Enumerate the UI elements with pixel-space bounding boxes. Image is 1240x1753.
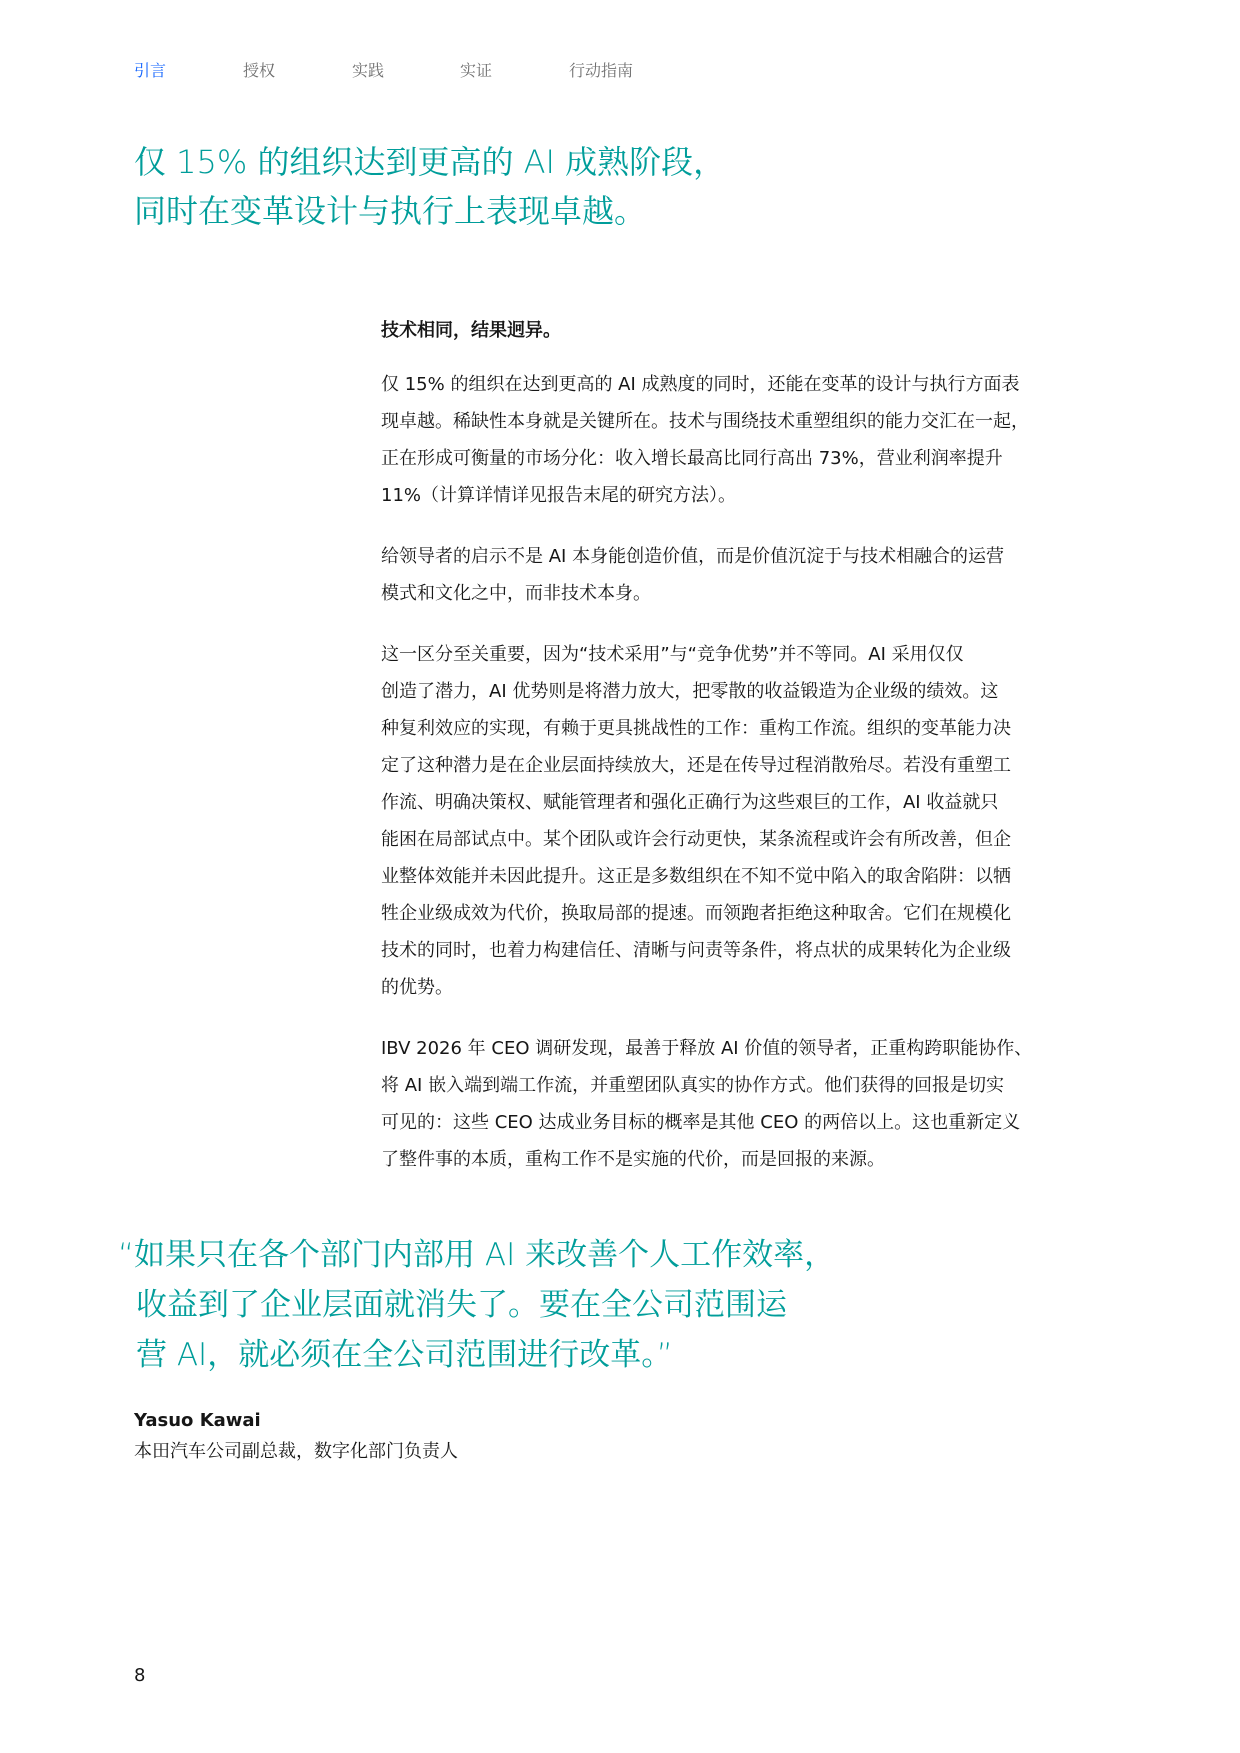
paragraph-line: 正在形成可衡量的市场分化：收入增长最高比同行高出 73%，营业利润率提升: [381, 448, 1003, 469]
paragraph-line: 作流、明确决策权、赋能管理者和强化正确行为这些艰巨的工作，AI 收益就只: [381, 792, 999, 813]
paragraph-line: 将 AI 嵌入端到端工作流，并重塑团队真实的协作方式。他们获得的回报是切实: [381, 1075, 1005, 1096]
page-headline: [134, 138, 1034, 236]
quote-line: 收益到了企业层面就消失了。要在全公司范围运: [136, 1287, 787, 1323]
headline-line: 仅 15% 的组织达到更高的 AI 成熟阶段，: [134, 143, 726, 181]
nav-item-introduction[interactable]: 引言: [134, 61, 167, 80]
paragraph-line: 这一区分至关重要，因为“技术采用”与“竞争优势”并不等同。AI 采用仅仅: [381, 644, 964, 665]
quote-author-role: 本田汽车公司副总裁，数字化部门负责人: [134, 1441, 458, 1462]
paragraph-line: 11%（计算详情详见报告末尾的研究方法）。: [381, 485, 737, 506]
nav-item-empowerment[interactable]: 授权: [243, 61, 276, 80]
paragraph-2: [381, 538, 1101, 612]
paragraph-line: 牲企业级成效为代价，换取局部的提速。而领跑者拒绝这种取舍。它们在规模化: [381, 903, 1011, 924]
paragraph-line: 能困在局部试点中。某个团队或许会行动更快，某条流程或许会有所改善，但企: [381, 829, 1011, 850]
paragraph-line: 可见的：这些 CEO 达成业务目标的概率是其他 CEO 的两倍以上。这也重新定义: [381, 1112, 1021, 1133]
paragraph-3: [381, 636, 1101, 1006]
paragraph-line: 现卓越。稀缺性本身就是关键所在。技术与围绕技术重塑组织的能力交汇在一起，: [381, 411, 1029, 432]
quote-line: “如果只在各个部门内部用 AI 来改善个人工作效率，: [118, 1237, 836, 1273]
paragraph-line: IBV 2026 年 CEO 调研发现，最善于释放 AI 价值的领导者，正重构跨职能协作、: [381, 1038, 1033, 1059]
paragraph-line: 业整体效能并未因此提升。这正是多数组织在不知不觉中陷入的取舍陷阱：以牺: [381, 866, 1011, 887]
paragraph-line: 了整件事的本质，重构工作不是实施的代价，而是回报的来源。: [381, 1149, 885, 1170]
quote-line: 营 AI，就必须在全公司范围进行改革。”: [136, 1337, 673, 1373]
headline-line: 同时在变革设计与执行上表现卓越。: [134, 192, 647, 230]
nav-item-evidence[interactable]: 实证: [460, 61, 493, 80]
paragraph-line: 创造了潜力，AI 优势则是将潜力放大，把零散的收益锻造为企业级的绩效。这: [381, 681, 999, 702]
paragraph-line: 仅 15% 的组织在达到更高的 AI 成熟度的同时，还能在变革的设计与执行方面表: [381, 374, 1020, 395]
paragraph-line: 的优势。: [381, 977, 453, 998]
nav-item-action-guide[interactable]: 行动指南: [569, 61, 634, 80]
quote-author: Yasuo Kawai: [134, 1410, 261, 1431]
pull-quote: [118, 1230, 1098, 1380]
paragraph-line: 模式和文化之中，而非技术本身。: [381, 583, 651, 604]
article-body: [381, 316, 1101, 1202]
paragraph-line: 给领导者的启示不是 AI 本身能创造价值，而是价值沉淀于与技术相融合的运营: [381, 546, 1005, 567]
paragraph-line: 技术的同时，也着力构建信任、清晰与问责等条件，将点状的成果转化为企业级: [381, 940, 1011, 961]
paragraph-line: 定了这种潜力是在企业层面持续放大，还是在传导过程消散殆尽。若没有重塑工: [381, 755, 1011, 776]
paragraph-4: [381, 1030, 1101, 1178]
page-number: 8: [134, 1665, 146, 1686]
paragraph-1: [381, 366, 1101, 514]
section-heading: 技术相同，结果迥异。: [381, 320, 561, 341]
nav-item-practice[interactable]: 实践: [352, 61, 385, 80]
paragraph-line: 种复利效应的实现，有赖于更具挑战性的工作：重构工作流。组织的变革能力决: [381, 718, 1011, 739]
